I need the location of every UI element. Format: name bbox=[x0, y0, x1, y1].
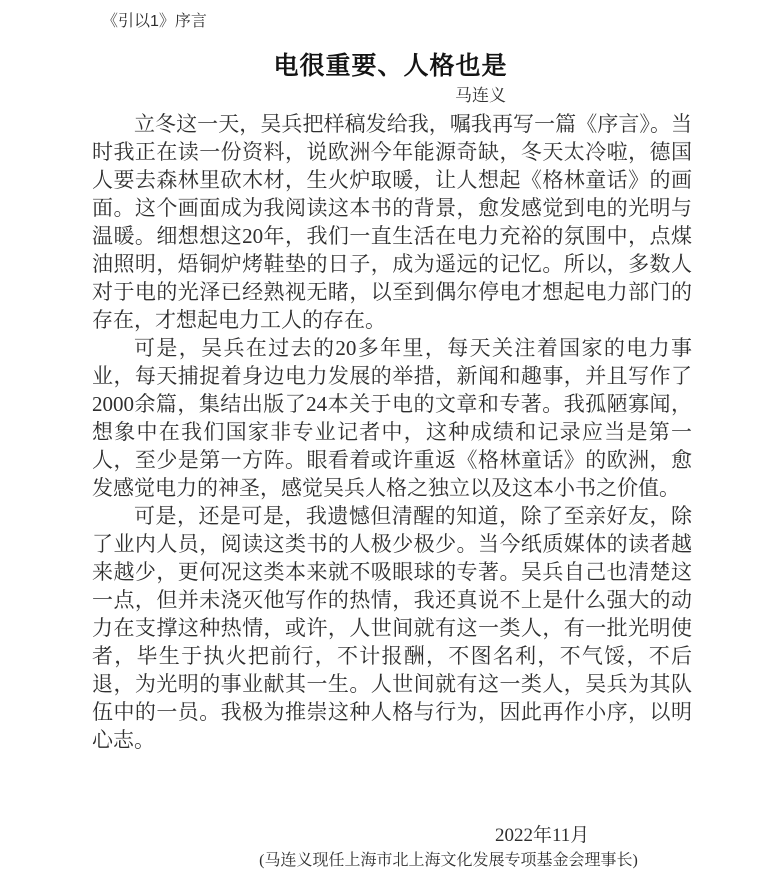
date-line: 2022年11月 bbox=[495, 825, 590, 846]
preface-body bbox=[92, 110, 692, 754]
paragraph: 立冬这一天，吴兵把样稿发给我，嘱我再写一篇《序言》。当时我正在读一份资料，说欧洲今年能源奇缺，冬天太冷啦，德国人要去森林里砍木材，生火炉取暖，让人想起《格林童话》的画面。这个画面成为我阅读这本书的背景，愈发感觉到电的光明与温暖。细想想这20年，我们一直生活在电力充裕的氛围中，点煤油照明，焐铜炉烤鞋垫的日子，成为遥远的记忆。所以，多数人对于电的光泽已经熟视无睹，以至到偶尔停电才想起电力部门的存在，才想起电力工人的存在。 bbox=[92, 112, 692, 332]
paragraph: 可是，吴兵在过去的20多年里，每天关注着国家的电力事业，每天捕捉着身边电力发展的举措，新闻和趣事，并且写作了2000余篇，集结出版了24本关于电的文章和专著。我孤陋寡闻，想象中在我们国家非专业记者中，这种成绩和记录应当是第一人，至少是第一方阵。眼看着或许重返《格林童话》的欧洲，愈发感觉电力的神圣，感觉吴兵人格之独立以及这本小书之价值。 bbox=[92, 336, 692, 500]
author-affiliation-footer: (马连义现任上海市北上海文化发展专项基金会理事长) bbox=[259, 852, 638, 869]
page-title: 电很重要、人格也是 bbox=[273, 52, 508, 80]
running-header: 《引以1》序言 bbox=[102, 13, 207, 30]
author-name: 马连义 bbox=[455, 86, 506, 105]
paragraph: 可是，还是可是，我遗憾但清醒的知道，除了至亲好友，除了业内人员，阅读这类书的人极少极少。当今纸质媒体的读者越来越少，更何况这类本来就不吸眼球的专著。吴兵自己也清楚这一点，但并未浇灭他写作的热情，我还真说不上是什么强大的动力在支撑这种热情，或许，人世间就有这一类人，有一批光明使者，毕生于执火把前行，不计报酬，不图名利，不气馁，不后退，为光明的事业献其一生。人世间就有这一类人，吴兵为其队伍中的一员。我极为推崇这种人格与行为，因此再作小序，以明心志。 bbox=[92, 504, 692, 752]
